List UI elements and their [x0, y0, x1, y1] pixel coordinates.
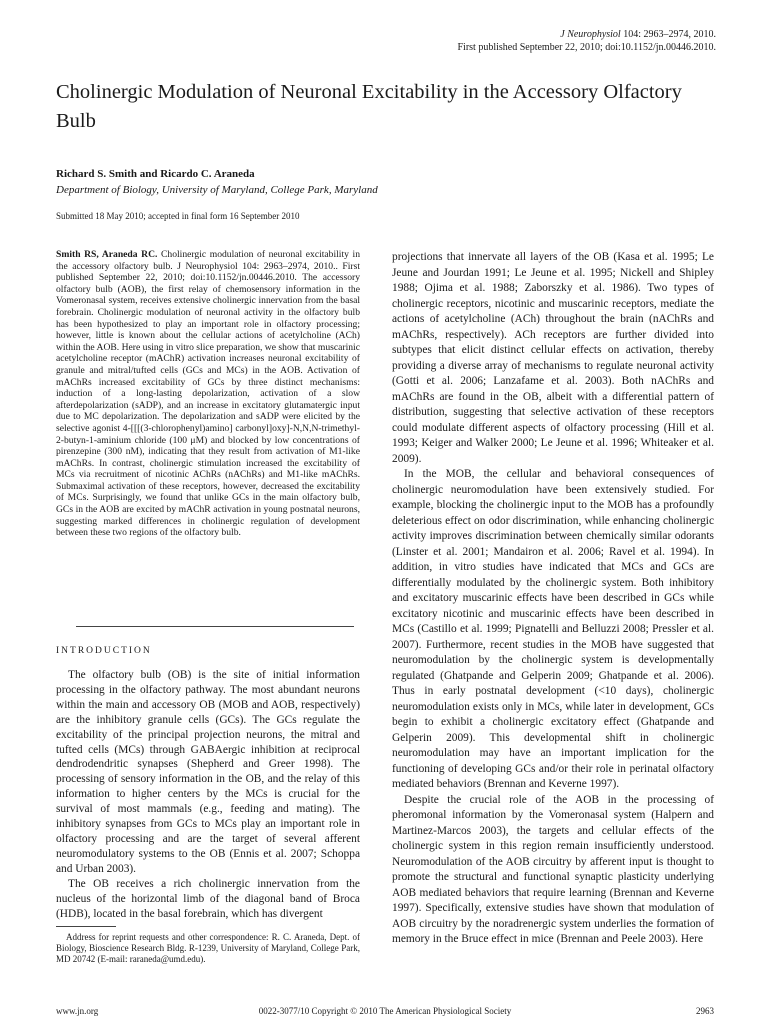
footnote-divider [56, 926, 116, 927]
copyright-line: 0022-3077/10 Copyright © 2010 The American Physiological Society [258, 1006, 512, 1016]
abstract-text: Cholinergic modulation of neuronal excitability in the accessory olfactory bulb. J Neurophysiol 104: 2963–2974, 2010.. First published September 22, 2010; doi:10.1152/jn.00446.2010. The accessory olfactory bulb (AOB), the first relay of chemosensory information in the Vomeronasal system, receives extensive cholinergic innervation from the basal forebrain. Cholinergic modulation of neuronal activity in the olfactory bulb has been hypothesized to play an important role in olfactory processing; however, little is known about the cellular actions of acetylcholine (ACh) within the AOB. Here using in vitro slice preparation, we show that muscarinic acetylcholine receptor (mAChR) activation increases neuronal excitability of granule and mitral/tufted cells (GCs and MCs) in the AOB. Activation of mAChRs increased excitability of GCs by three distinct mechanisms: induction of a long-lasting depolarization, activation of a slow afterdepolarization (sADP), and an increase in excitatory glutamatergic input due to MC depolarization. The depolarization and sADP were elicited by the selective agonist 4-[[[(3-chlorophenyl)amino] carbonyl]oxy]-N,N,N-trimethyl-2-butyn-1-aminium chloride (100 μM) and blocked by low concentrations of pirenzepine (300 nM), indicating that they result from activation of M1-like mAChRs. In contrast, cholinergic stimulation increased the excitability of MCs via recruitment of nicotinic AChRs (nAChRs) and M1-like mAChRs. Submaximal activation of these receptors, however, decreased the excitability of MCs. Surprisingly, we found that unlike GCs in the main olfactory bulb, GCs in the AOB are excited by mAChR activation in young postnatal neurons, suggesting marked differences in cholinergic regulation of development between these two regions of the olfactory bulb. [56, 249, 360, 539]
introduction-heading: INTRODUCTION [56, 646, 152, 656]
journal-volume: 104: 2963–2974, 2010. [620, 29, 716, 40]
right-column-body [392, 250, 714, 948]
journal-header [457, 28, 716, 54]
abstract-lead: Smith RS, Araneda RC. [56, 249, 158, 260]
journal-name: J Neurophysiol [560, 29, 621, 40]
page-number: 2963 [696, 1006, 714, 1016]
journal-citation [457, 28, 716, 41]
first-published-line: First published September 22, 2010; doi:10.1152/jn.00446.2010. [457, 42, 716, 53]
article-title: Cholinergic Modulation of Neuronal Excitability in the Accessory Olfactory Bulb [56, 81, 682, 132]
body-paragraph: projections that innervate all layers of the OB (Kasa et al. 1995; Le Jeune and Jourdan 1991; Le Jeune et al. 1995; Nickell and Shipley 1988; Ojima et al. 1988; Zaborszky et al. 1986). Two types of cholinergic receptors, nicotinic and muscarinic receptors, mediate the actions of acetylcholine (ACh) throughout the brain (nAChRs and mAChRs, respectively). ACh receptors are further divided into subtypes that elicit distinct cellular effects on activation, thereby providing a diverse array of mechanisms to regulate neuronal activity (Gotti et al. 2006; Lanzafame et al. 2003). Both nAChRs and mAChRs are found in the OB, albeit with a differential pattern of distribution, suggesting that selective activation of these receptors could modulate different aspects of olfactory processing (Hill et al. 1993; Keiger and Walker 2000; Le Jeune et al. 1996; Whiteaker et al. 2009). [392, 251, 714, 465]
body-paragraph: The OB receives a rich cholinergic innervation from the nucleus of the horizontal limb of the diagonal band of Broca (HDB), located in the basal forebrain, which has divergent [56, 877, 360, 920]
page-footer [56, 1006, 714, 1018]
journal-url: www.jn.org [56, 1006, 99, 1016]
affiliation: Department of Biology, University of Maryland, College Park, Maryland [56, 184, 378, 196]
abstract [56, 249, 360, 539]
section-divider [76, 626, 354, 627]
left-column-body [56, 668, 360, 921]
author-list: Richard S. Smith and Ricardo C. Araneda [56, 168, 255, 180]
body-paragraph: In the MOB, the cellular and behavioral consequences of cholinergic neuromodulation have been extensively studied. For example, blocking the cholinergic input to the MOB has a profoundly deleterious effect on odor discrimination, while enhancing cholinergic activity improves discrimination between chemically similar odorants (Linster et al. 2001; Mandairon et al. 2006; Ravel et al. 1994). In addition, in vitro studies have indicated that MCs and GCs are differentially modulated by the cholinergic system. Both inhibitory and excitatory muscarinic effects have been described in GCs while excitatory nicotinic and muscarinic effects have been described in MCs (Castillo et al. 1999; Pignatelli and Belluzzi 2008; Pressler et al. 2007). Furthermore, recent studies in the MOB have suggested that neuromodulation by the cholinergic system is developmentally regulated (Ghatpande and Gelperin 2009; Ghatpande et al. 2006). Thus in early postnatal development (<10 days), cholinergic neuromodulation exists only in MCs, while later in development, GCs begin to exhibit a cholinergic excitatory effect (Ghatpande and Gelperin 2009). This developmental shift in cholinergic neuromodulation may have an important implication for the functioning of developing GCs and/or their role in perinatal olfactory mediated behaviors (Brennan and Keverne 1997). [392, 468, 714, 790]
correspondence-footnote: Address for reprint requests and other correspondence: R. C. Araneda, Dept. of Biology, Bioscience Research Bldg. R-1239, University of Maryland, College Park, MD 20742 (E-mail: raraneda@umd.edu). [56, 932, 360, 965]
body-paragraph: The olfactory bulb (OB) is the site of initial information processing in the olfactory pathway. The most abundant neurons within the main and accessory OB (MOB and AOB, respectively) are the inhibitory granule cells (GCs). The GCs regulate the excitability of the principal projection neurons, the mitral and tufted cells (MCs) through GABAergic inhibition at reciprocal dendrodendritic synapses (Shepherd and Greer 1998). The processing of sensory information in the OB, and the relay of this information to higher centers by the MCs is crucial for the survival of most mammals (e.g., feeding and mating). The inhibitory synapses from GCs to MCs play an important role in olfactory processing and are the target of several afferent neuromodulatory systems to the OB (Ennis et al. 2007; Schoppa and Urban 2003). [56, 669, 360, 875]
submission-dates: Submitted 18 May 2010; accepted in final form 16 September 2010 [56, 211, 300, 221]
body-paragraph: Despite the crucial role of the AOB in the processing of pheromonal information by the Vomeronasal system (Halpern and Martinez-Marcos 2003), the targets and cellular effects of the cholinergic system in this region remain insufficiently understood. Neuromodulation of the AOB circuitry by afferent input is thought to promote the structural and functional synaptic plasticity underlying AOB mediated behaviors that require learning (Brennan and Keverne 1997). Specifically, extensive studies have shown that modulation of AOB circuitry by the noradrenergic system underlies the formation of memory in the Bruce effect in mice (Brennan and Peele 2003). Here [392, 793, 714, 945]
